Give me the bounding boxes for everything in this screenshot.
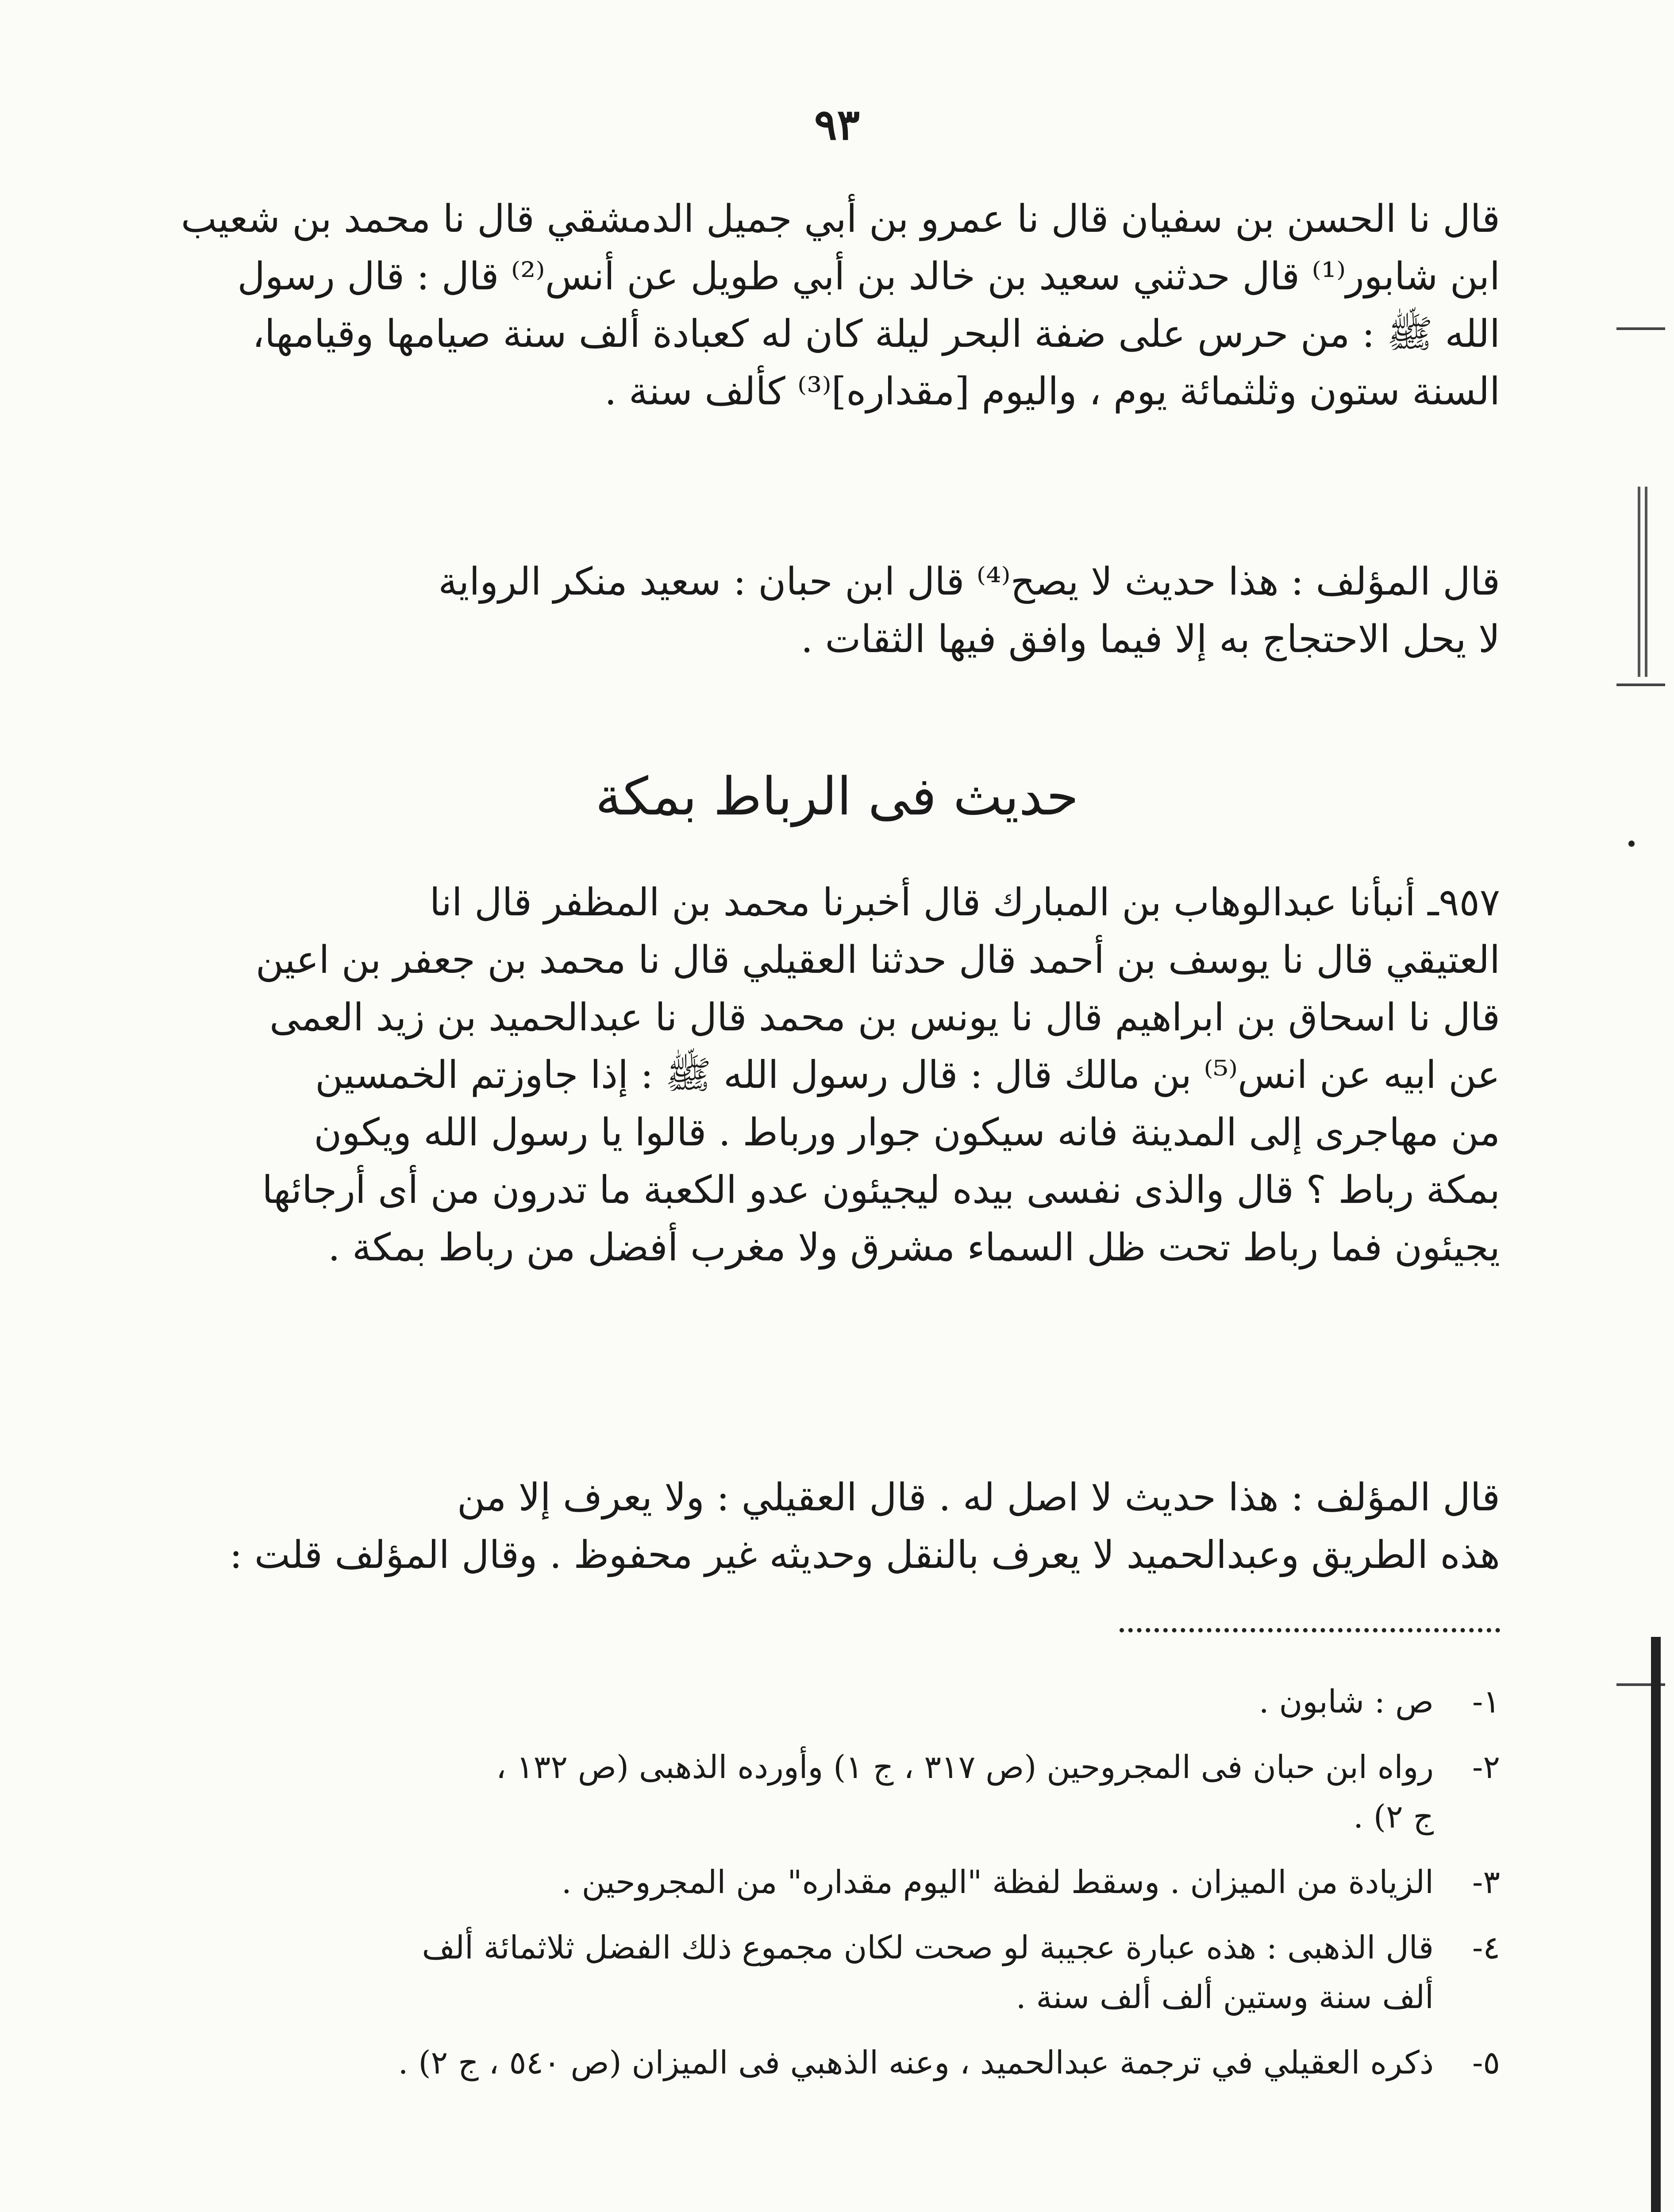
scan-speck xyxy=(1628,841,1635,847)
text-line: بمكة رباط ؟ قال والذى نفسى بيده ليجيئون عدو الكعبة ما تدرون من أى أرجائها xyxy=(262,1168,1500,1212)
footnote-text: رواه ابن حبان فى المجروحين (ص ٣١٧ ، ج ١) وأورده الذهبى (ص ١٣٢ ، xyxy=(496,1748,1434,1786)
binding-edge-shadow xyxy=(1651,1637,1661,2212)
footnote-text: قال الذهبى : هذه عبارة عجيبة لو صحت لكان مجموع ذلك الفضل ثلاثمائة ألف xyxy=(422,1929,1434,1966)
page-number: ٩٣ xyxy=(814,100,860,150)
text-line: قال المؤلف : هذا حديث لا اصل له . قال العقيلي : ولا يعرف إلا من xyxy=(457,1475,1500,1520)
footnote-text: ذكره العقيلي في ترجمة عبدالحميد ، وعنه الذهبي فى الميزان (ص ٥٤٠ ، ج ٢) . xyxy=(398,2044,1434,2081)
section-heading: حديث فى الرباط بمكة xyxy=(595,766,1079,827)
footnote-4 xyxy=(177,1923,1500,2022)
footnote-number: ٥- xyxy=(1472,2044,1500,2081)
footnote-text: ص : شابون . xyxy=(1258,1683,1434,1720)
footnote-number: ٣- xyxy=(1472,1863,1500,1901)
footnote-2 xyxy=(177,1742,1500,1841)
binding-edge-mark xyxy=(1638,487,1647,677)
binding-tick xyxy=(1616,327,1665,330)
text-line: السنة ستون وثلثمائة يوم ، واليوم [مقداره]⁽³⁾ كألف سنة . xyxy=(604,369,1500,414)
footnote-5 xyxy=(177,2038,1500,2087)
footnotes xyxy=(177,1677,1500,2103)
footnote-number: ٤- xyxy=(1472,1929,1500,1966)
text-line: لا يحل الاحتجاج به إلا فيما وافق فيها الثقات . xyxy=(800,617,1500,661)
binding-tick xyxy=(1616,684,1665,686)
paragraph-isnad-1 xyxy=(177,190,1500,420)
text-line: عن ابيه عن انس⁽⁵⁾ بن مالك قال : قال رسول الله ﷺ : إذا جاوزتم الخمسين xyxy=(315,1053,1500,1097)
text-line: من مهاجرى إلى المدينة فانه سيكون جوار ورباط . قالوا يا رسول الله ويكون xyxy=(314,1110,1500,1155)
text-line: يجيئون فما رباط تحت ظل السماء مشرق ولا مغرب أفضل من رباط بمكة . xyxy=(328,1225,1500,1270)
footnote-text: الزيادة من الميزان . وسقط لفظة "اليوم مقداره" من المجروحين . xyxy=(561,1863,1434,1901)
text-line: ٩٥٧ـ أنبأنا عبدالوهاب بن المبارك قال أخبرنا محمد بن المظفر قال انا xyxy=(429,880,1500,925)
footnote-text: ج ٢) . xyxy=(1353,1798,1434,1835)
footnote-number: ٢- xyxy=(1472,1748,1500,1786)
text-line: قال نا اسحاق بن ابراهيم قال نا يونس بن محمد قال نا عبدالحميد بن زيد العمى xyxy=(269,995,1500,1040)
text-line: ابن شابور⁽¹⁾ قال حدثني سعيد بن خالد بن أبي طويل عن أنس⁽²⁾ قال : قال رسول xyxy=(237,254,1500,299)
footnote-number: ١- xyxy=(1472,1683,1500,1720)
footnote-3 xyxy=(177,1857,1500,1907)
paragraph-author-comment-2 xyxy=(177,1469,1500,1584)
text-line: الله ﷺ : من حرس على ضفة البحر ليلة كان له كعبادة ألف سنة صيامها وقيامها، xyxy=(252,312,1500,356)
footnote-1 xyxy=(177,1677,1500,1726)
text-line: العتيقي قال نا يوسف بن أحمد قال حدثنا العقيلي قال نا محمد بن جعفر بن اعين xyxy=(255,938,1500,982)
paragraph-author-comment-1 xyxy=(177,553,1500,668)
paragraph-hadith-957 xyxy=(177,874,1500,1276)
text-line: قال نا الحسن بن سفيان قال نا عمرو بن أبي جميل الدمشقي قال نا محمد بن شعيب xyxy=(181,197,1500,241)
footnote-text: ألف سنة وستين ألف ألف سنة . xyxy=(1016,1978,1434,2016)
footnote-separator xyxy=(1120,1628,1500,1632)
text-line: هذه الطريق وعبدالحميد لا يعرف بالنقل وحديثه غير محفوظ . وقال المؤلف قلت : xyxy=(229,1533,1500,1577)
text-line: قال المؤلف : هذا حديث لا يصح⁽⁴⁾ قال ابن حبان : سعيد منكر الرواية xyxy=(438,560,1500,604)
